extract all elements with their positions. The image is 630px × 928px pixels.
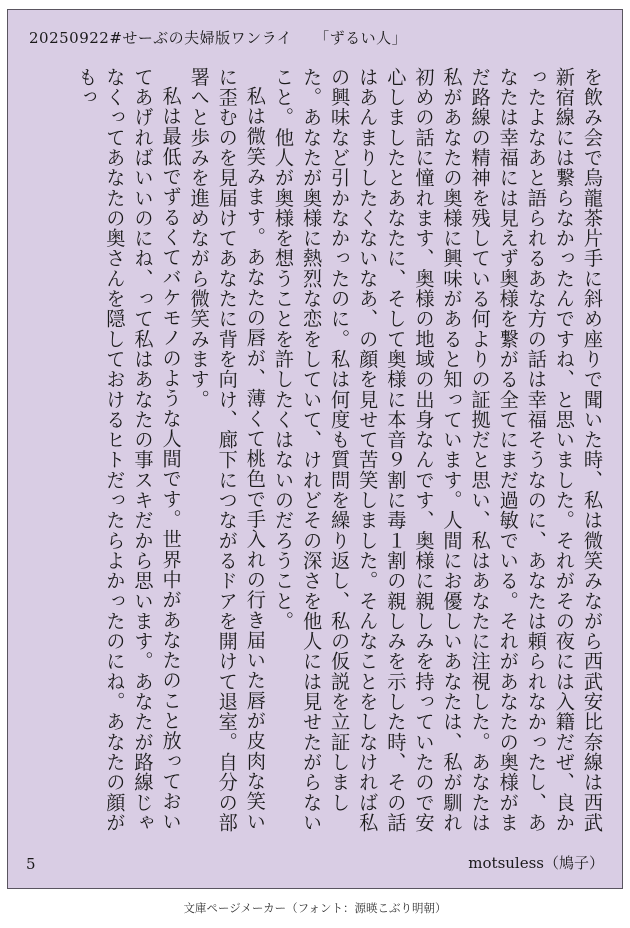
header-subtitle: 「ずるい人」	[314, 29, 408, 47]
author-name: motsuless（鳩子）	[468, 854, 604, 872]
header-title: 20250922#せーぶの夫婦版ワンライ	[29, 29, 293, 47]
generator-footer: 文庫ページメーカー（フォント：源暎こぶり明朝）	[183, 901, 447, 915]
vertical-body-text	[32, 67, 606, 843]
page-number: 5	[26, 855, 36, 873]
paper-page	[7, 9, 623, 889]
paragraph-2: 私は微笑みます。あなたの唇が、薄くて桃色で手入れの行き届いた唇が皮肉な笑いに歪むのを見届けてあなたに背を向け、廊下につながるドアを開けて退室。自分の部署へと歩みを進めながら微笑みます。	[187, 67, 267, 833]
paragraph-1: を飲み会で烏龍茶片手に斜め座りで聞いた時、私は微笑みながら西武安比奈線は西武新宿線には繋らなかったんですね、と思いました。それがその夜には入籍だぜ、良かったよなあと語られるあな方の話は幸福そうなのに、あなたは頼られなかったし、あなたは幸福には見えず奥様を繋がる全てにまだ過敏でいる。それがあなたの奥様がまだ路線の精神を残している何よりの証拠だと思い、私はあなたに注視した。あなたは私があなたの奥様に興味があると知っています。人間にお優しいあなたは、私が馴れ初めの話に憧れます、奥様の地域の出身なんです、奥様に親しみを持っていたので安心しましたとあなたに、そして奥様に本音９割に毒１割の親しみを示した時、その話はあんまりしたくないなあ、の顔を見せて苦笑しました。そんなことをしなければ私の興味など引かなかったのに。私は何度も質問を繰り返し、私の仮説を立証しました。あなたが奥様に熱烈な恋をしていて、けれどその深さを他人には見せたがらないこと。他人が奥様を想うことを許したくはないのだろうこと。	[271, 67, 604, 833]
paragraph-3: 私は最低でずるくてバケモノのような人間です。世界中があなたのこと放っておいてあげればいいのにね、って私はあなたの事スキだから思います。あなたが路線じゃなくってあなたの奥さんを隠しておけるヒトだったらよかったのにね。あなたの顔がもっ	[75, 67, 183, 833]
page-header	[29, 27, 407, 48]
